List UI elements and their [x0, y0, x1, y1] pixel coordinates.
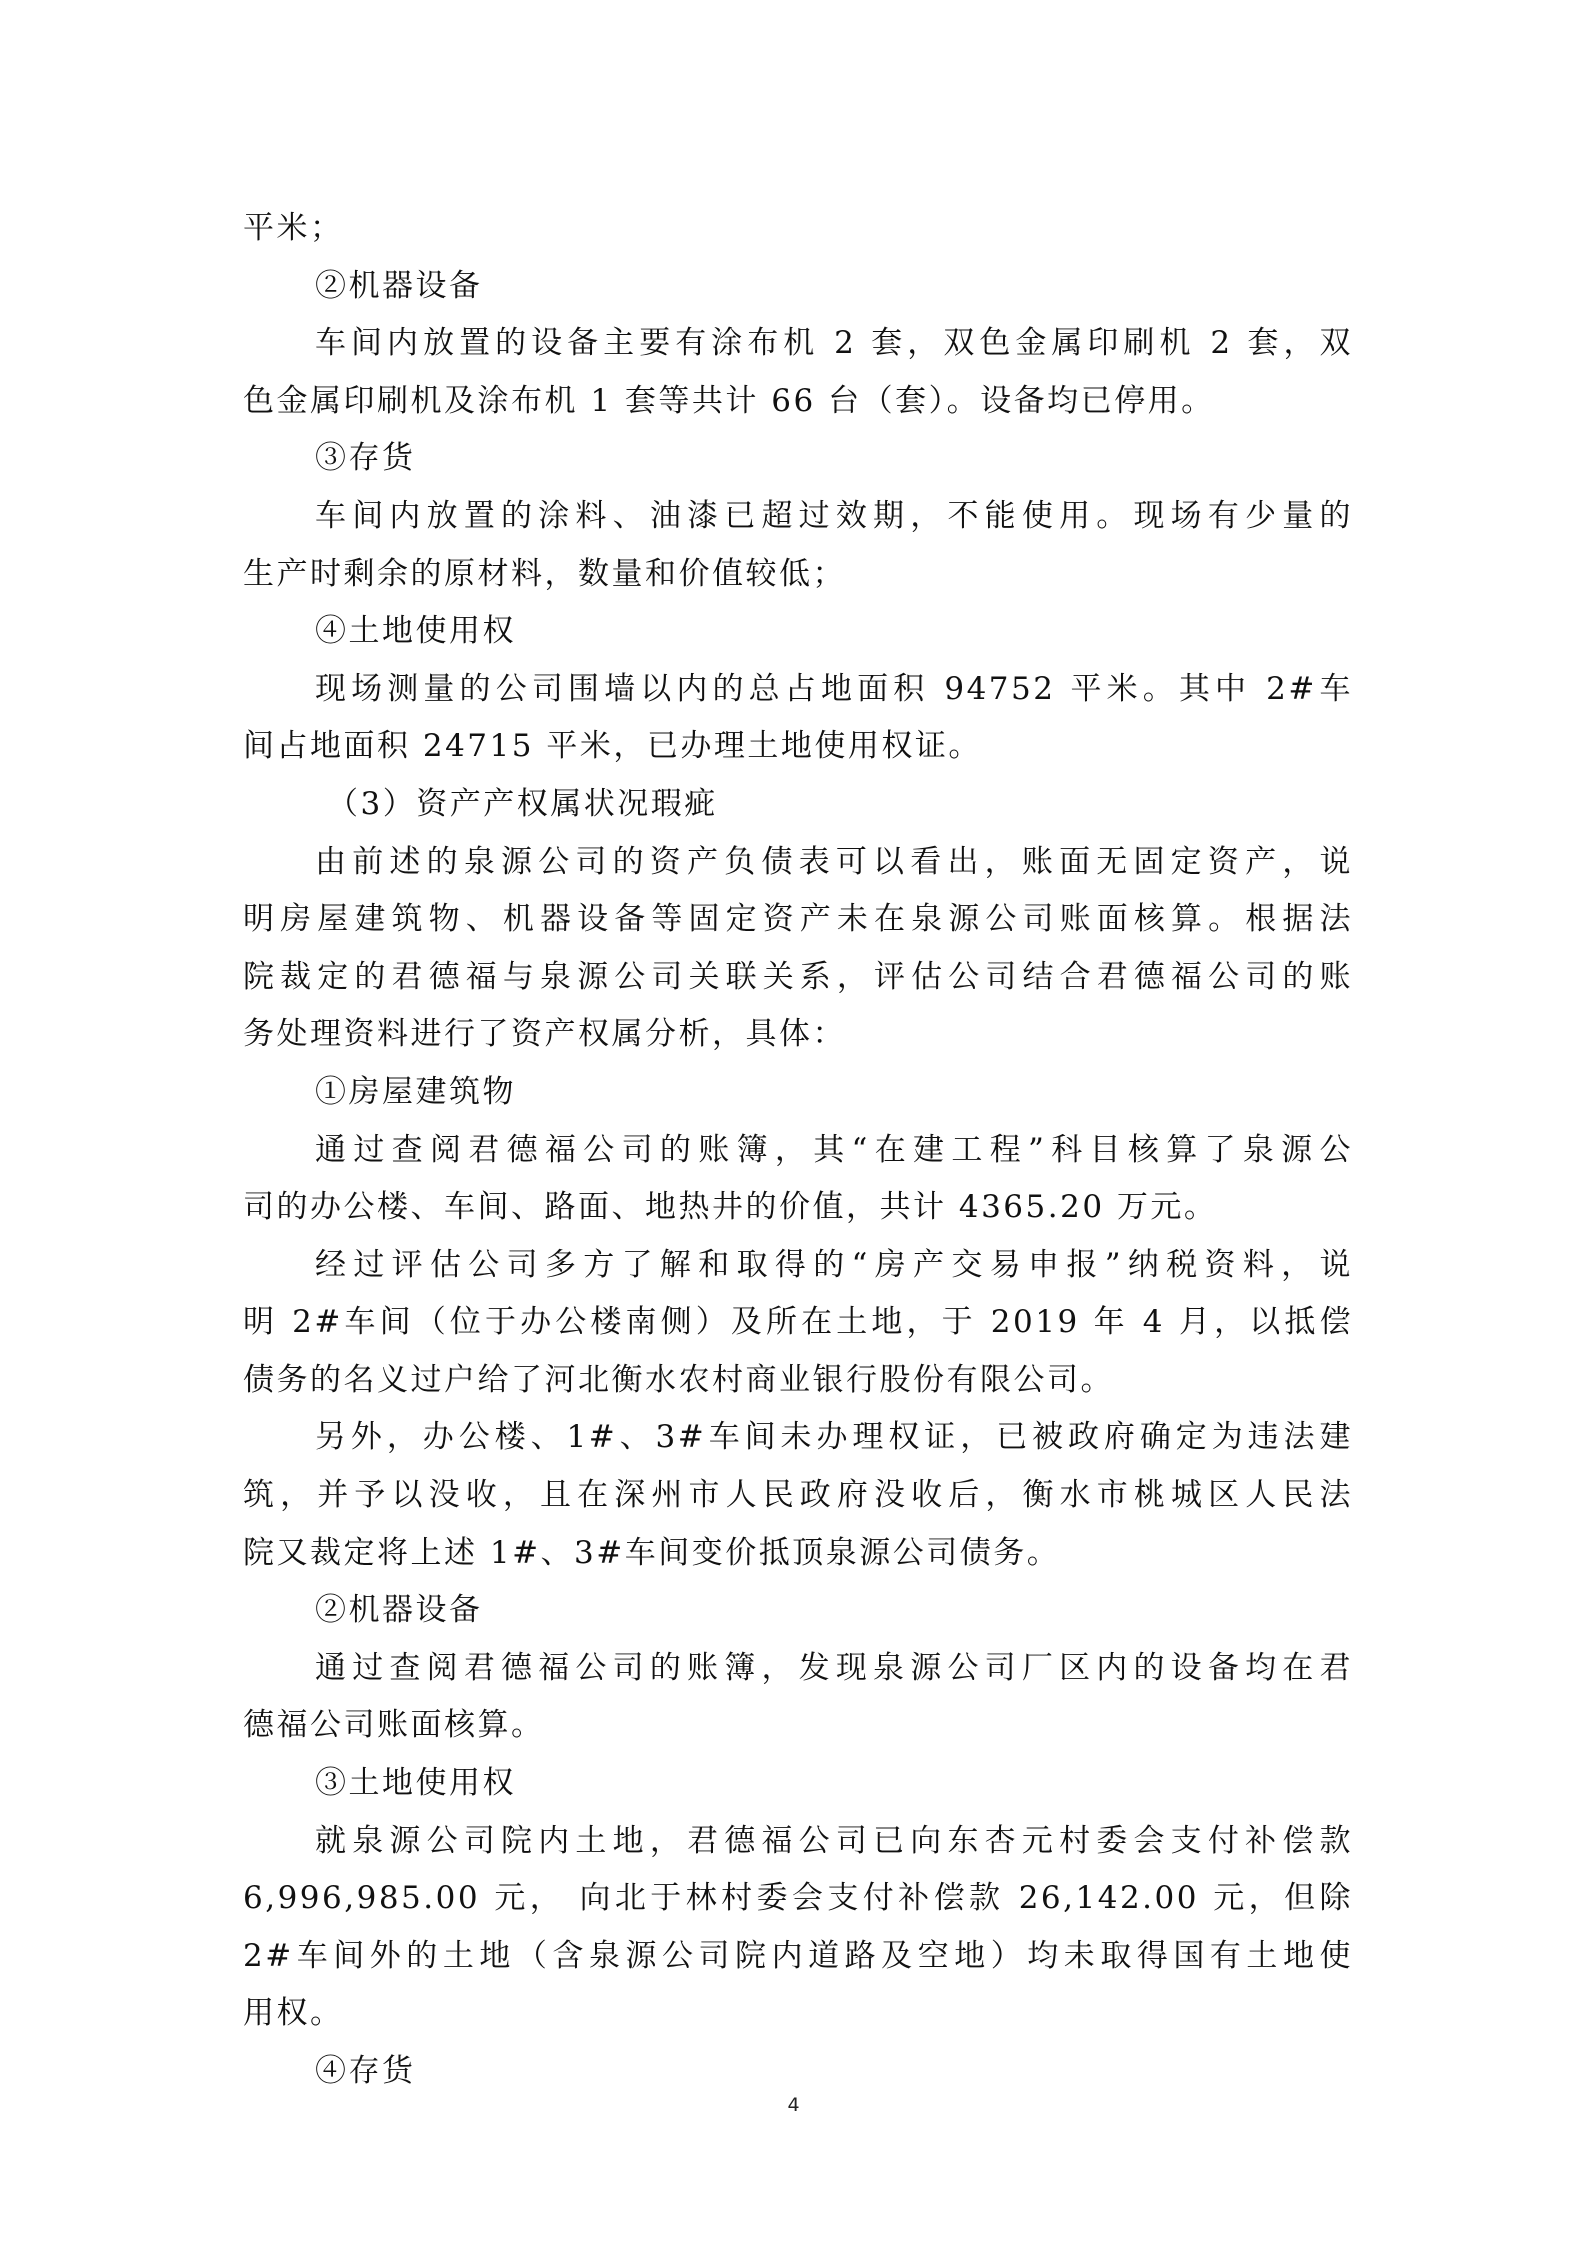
text-line: 通过查阅君德福公司的账簿，发现泉源公司厂区内的设备均在君 — [315, 1649, 1353, 1686]
subheading-buildings: ①房屋建筑物 — [315, 1073, 516, 1110]
subheading-land-use-right: ④土地使用权 — [315, 613, 516, 650]
text-line: 生产时剩余的原材料，数量和价值较低； — [243, 555, 846, 592]
text-line: 现场测量的公司围墙以内的总占地面积 94752 平米。其中 2#车 — [315, 670, 1353, 707]
text-line: 明 2#车间（位于办公楼南侧）及所在土地，于 2019 年 4 月，以抵偿 — [243, 1304, 1353, 1341]
text-line: 筑，并予以没收，且在深州市人民政府没收后，衡水市桃城区人民法 — [243, 1477, 1353, 1514]
text-line: 车间内放置的设备主要有涂布机 2 套，双色金属印刷机 2 套，双 — [315, 325, 1353, 362]
text-line: 色金属印刷机及涂布机 1 套等共计 66 台（套）。设备均已停用。 — [243, 382, 1215, 419]
text-line: 通过查阅君德福公司的账簿，其“在建工程”科目核算了泉源公 — [315, 1131, 1353, 1168]
section-heading-ownership-defects: （3）资产产权属状况瑕疵 — [327, 785, 718, 822]
text-line: 由前述的泉源公司的资产负债表可以看出，账面无固定资产，说 — [315, 843, 1353, 880]
text-line: 就泉源公司院内土地，君德福公司已向东杏元村委会支付补偿款 — [315, 1822, 1353, 1859]
subheading-inventory: ③存货 — [315, 440, 416, 477]
text-line: 德福公司账面核算。 — [243, 1707, 545, 1744]
subheading-machinery: ②机器设备 — [315, 1592, 483, 1629]
text-line: 明房屋建筑物、机器设备等固定资产未在泉源公司账面核算。根据法 — [243, 901, 1353, 938]
subheading-inventory: ④存货 — [315, 2053, 416, 2089]
text-line: 院又裁定将上述 1#、3#车间变价抵顶泉源公司债务。 — [243, 1534, 1061, 1571]
text-line: 司的办公楼、车间、路面、地热井的价值，共计 4365.20 万元。 — [243, 1189, 1218, 1226]
text-line: 车间内放置的涂料、油漆已超过效期，不能使用。现场有少量的 — [315, 497, 1353, 534]
text-line: 间占地面积 24715 平米，已办理土地使用权证。 — [243, 728, 982, 765]
text-line: 院裁定的君德福与泉源公司关联关系，评估公司结合君德福公司的账 — [243, 958, 1353, 995]
subheading-land-use-right: ③土地使用权 — [315, 1765, 516, 1802]
subheading-machinery: ②机器设备 — [315, 267, 483, 304]
text-line: 债务的名义过户给了河北衡水农村商业银行股份有限公司。 — [243, 1361, 1114, 1398]
text-line: 经过评估公司多方了解和取得的“房产交易申报”纳税资料，说 — [315, 1246, 1353, 1283]
text-line: 平米； — [243, 210, 344, 246]
text-line: 6,996,985.00 元， 向北于林村委会支付补偿款 26,142.00 元，但除 — [243, 1880, 1353, 1917]
text-line: 2#车间外的土地（含泉源公司院内道路及空地）均未取得国有土地使 — [243, 1937, 1353, 1974]
page-number: 4 — [787, 2094, 800, 2116]
text-line: 用权。 — [243, 1995, 344, 2032]
text-line: 另外，办公楼、1#、3#车间未办理权证，已被政府确定为违法建 — [315, 1419, 1353, 1456]
document-body — [243, 200, 1353, 2101]
text-line: 务处理资料进行了资产权属分析，具体： — [243, 1016, 846, 1053]
